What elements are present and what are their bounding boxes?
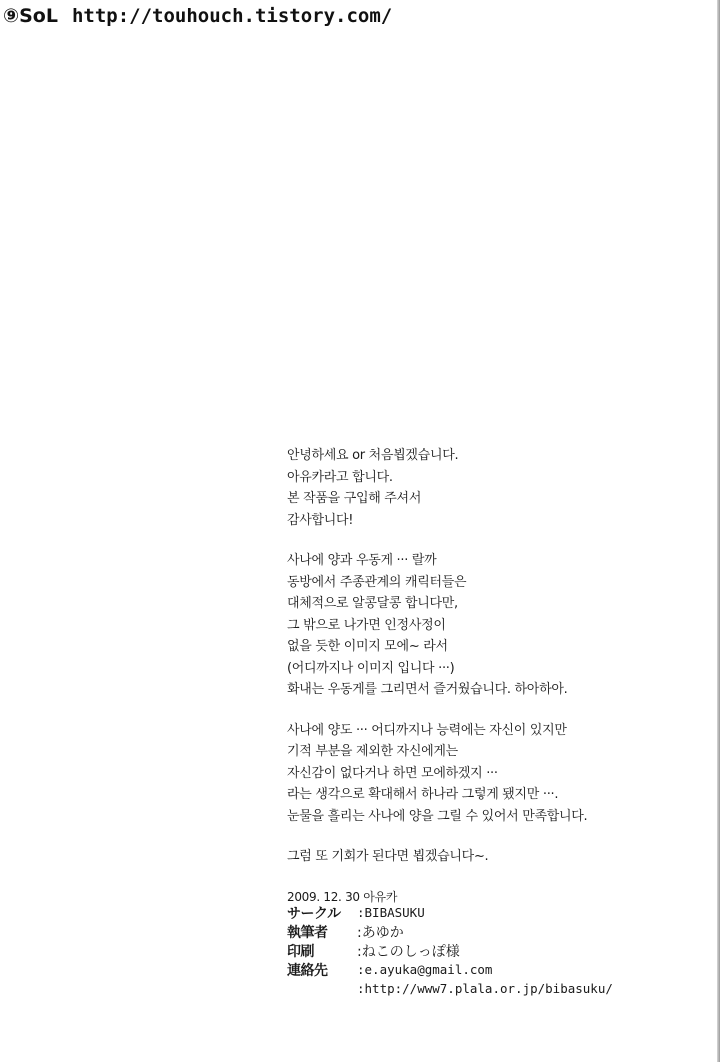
text-line: 동방에서 주종관계의 캐릭터들은 — [287, 574, 467, 590]
scanlation-watermark — [0, 0, 392, 32]
afterword-date-signature: 2009. 12. 30 아유카 — [287, 889, 398, 904]
text-line: 기적 부분을 제외한 자신에게는 — [287, 744, 458, 759]
text-line: 본 작품을 구입해 주셔서 — [287, 491, 422, 506]
text-line: 안녕하세요 or 처음뵙겠습니다. — [287, 448, 459, 463]
afterword-paragraph — [287, 445, 707, 531]
text-line: 화내는 우동게를 그리면서 즐거웠습니다. 하아하아. — [287, 682, 568, 697]
afterword-paragraph — [287, 720, 707, 828]
text-line: 눈물을 흘리는 사나에 양을 그릴 수 있어서 만족합니다. — [287, 808, 588, 824]
text-line: 라는 생각으로 확대해서 하나라 그렇게 됐지만 ···. — [287, 787, 559, 802]
credit-label: 連絡先 — [287, 962, 328, 979]
afterword-text — [287, 445, 707, 908]
credit-label: サークル — [287, 905, 341, 922]
afterword-paragraph — [287, 846, 707, 868]
text-line: 감사합니다! — [287, 512, 354, 528]
credit-row-circle — [287, 903, 613, 922]
credit-row-contact — [287, 960, 613, 979]
credit-label: 執筆者 — [287, 924, 328, 941]
credit-value: :あゆか — [357, 924, 404, 941]
afterword-paragraph — [287, 550, 707, 701]
credit-label: 印刷 — [287, 943, 314, 960]
credit-value: :BIBASUKU — [357, 905, 425, 920]
text-line: 아유카라고 합니다. — [287, 469, 393, 485]
watermark-logo: ⑨SoL — [3, 5, 58, 27]
watermark-url: http://touhouch.tistory.com/ — [71, 5, 393, 27]
text-line: 그럼 또 기회가 된다면 뵙겠습니다~. — [287, 849, 489, 864]
credit-value: :ねこのしっぽ様 — [357, 943, 460, 960]
text-line: 사나에 양과 우동게 ··· 랄까 — [287, 553, 437, 568]
text-line: 없을 듯한 이미지 모에~ 라서 — [287, 639, 448, 654]
credit-row-printer — [287, 941, 613, 960]
credit-row-author — [287, 922, 613, 941]
credit-row-website — [287, 979, 613, 998]
text-line: 자신감이 없다거나 하면 모에하겠지 ··· — [287, 765, 498, 781]
text-line: (어디까지나 이미지 입니다 ···) — [287, 660, 455, 676]
text-line: 사나에 양도 ··· 어디까지나 능력에는 자신이 있지만 — [287, 722, 567, 738]
contact-website: :http://www7.plala.or.jp/bibasuku/ — [357, 981, 613, 996]
contact-email: :e.ayuka@gmail.com — [357, 962, 493, 977]
credits-block — [287, 903, 613, 998]
text-line: 대체적으로 알콩달콩 합니다만, — [287, 596, 458, 611]
text-line: 그 밖으로 나가면 인정사정이 — [287, 617, 446, 633]
